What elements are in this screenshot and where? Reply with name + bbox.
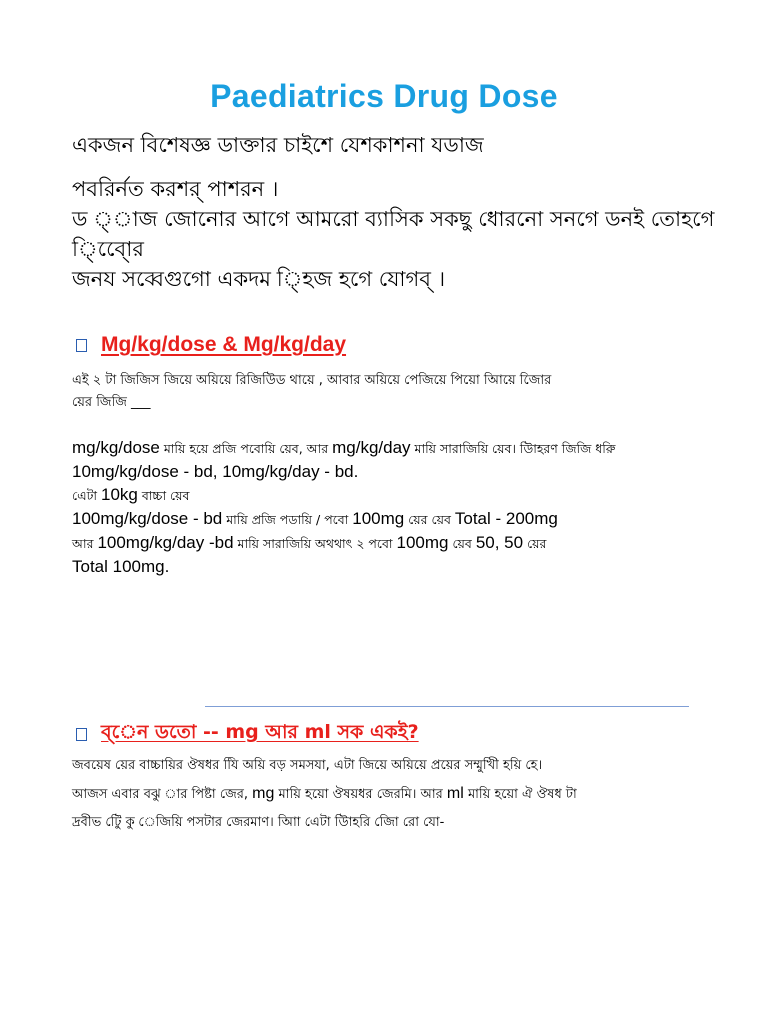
dose-term: 100mg/kg/day -bd — [97, 533, 234, 552]
section-2-paragraph — [72, 752, 742, 837]
intro-line-2: পবরির্নত করশর্ পাশরন । — [72, 177, 279, 201]
page-title: Paediatrics Drug Dose — [210, 78, 558, 114]
section-1-heading-text: Mg/kg/dose & Mg/kg/day — [101, 333, 347, 356]
section-1-heading — [76, 333, 346, 357]
dose-line-5 — [72, 531, 752, 555]
dose-line-1 — [72, 436, 752, 460]
dose-text: আর — [72, 536, 98, 551]
dose-term: 100mg — [352, 509, 405, 528]
intro-line-3: ড ্াজ জোনোর আগে আমরো ব্যাসিক সকছু ধোরনো সনগে ডনই তোহগে — [72, 207, 715, 231]
square-bullet-icon — [76, 728, 87, 741]
dose-term: 100mg/kg/dose - bd — [72, 509, 223, 528]
dose-text: য়ের — [523, 536, 547, 551]
dose-text: মায়ি সারাজিয়ি য়েব। উিাহরণ জিজি ধরিু — [410, 441, 616, 456]
square-bullet-icon — [76, 339, 87, 352]
dose-text: য়ের য়েব — [404, 512, 455, 527]
section-1-intro-line-1: এই ২ টা জিজিস জিয়ে অয়িয়ে রিজিউিড থায়ে , আবার অয়িয়ে পেজিয়ে পিয়ো আিয়ে জোির — [72, 373, 552, 388]
dose-term: 50, 50 — [475, 533, 524, 552]
intro-line-5: জনয সব্বেগুগো একদম ি্হজ হগে যোগব্ । — [72, 267, 446, 291]
dose-term: 10mg/kg/dose - bd, 10mg/kg/day - bd. — [72, 462, 359, 481]
intro-line-4: ি্বে্োর — [72, 237, 144, 261]
section-2-line-1: জবয়েষ য়ের বাচ্চায়ির ঔষধর যিি অয়ি বড় সমসযা, এটা জিয়ে অয়িয়ে প্রয়ের সম্মুখীি হয়ি হে। — [72, 758, 543, 773]
section-1-intro — [72, 370, 742, 414]
dose-text: বাচ্চা য়েব — [137, 488, 190, 503]
dose-line-4 — [72, 507, 752, 531]
section-2-line-2 — [72, 780, 742, 809]
section-1-intro-line-2: য়ের জিজি ___ — [72, 395, 151, 410]
dose-line-3 — [72, 483, 752, 507]
dose-term: Total 100mg. — [72, 557, 170, 576]
section-1-dose-examples — [72, 436, 752, 578]
intro-paragraph — [72, 130, 742, 294]
intro-line-1: একজন বিশেষজ্ঞ ডাক্তার চাইশে যেশকাশনা যডাজ — [72, 133, 484, 157]
section-2-heading — [76, 718, 419, 750]
section-2-text: মায়ি হয়ো ঐ ঔষধ টা — [463, 787, 577, 802]
section-2-term: ml — [446, 785, 464, 802]
dose-term: 100mg — [396, 533, 449, 552]
dose-term: Total - 200mg — [454, 509, 558, 528]
section-2-heading-text: ব্েন ডতো -- mg আর ml সক একই? — [101, 721, 419, 743]
dose-text: মায়ি প্রজি পডায়ি / পবো — [222, 512, 353, 527]
section-2-term: mg — [252, 785, 275, 802]
dose-text: মায়ি সারাজিয়ি অথথাৎ ২ পবো — [233, 536, 397, 551]
section-2-text: আজস এবার বঝু ার পিষ্টা জের, — [72, 787, 253, 802]
section-2-text: মায়ি হয়ো ঔষয়ধর জেরমি। আর — [274, 787, 447, 802]
dose-line-6 — [72, 555, 752, 578]
dose-text: য়েব — [448, 536, 476, 551]
dose-term: mg/kg/day — [332, 438, 411, 457]
dose-term: 10kg — [101, 485, 138, 504]
dose-line-2 — [72, 460, 752, 483]
dose-term: mg/kg/dose — [72, 438, 160, 457]
section-2-line-3: দ্রবীভ টিুে কু েজিয়ি পসটার জেরমাণ। আিা এেটা উিাহরি জিো রো যো- — [72, 815, 445, 830]
dose-text: এেটা — [72, 488, 101, 503]
section-divider — [205, 706, 689, 707]
dose-text: মায়ি হয়ে প্রজি পবোয়ি য়েব, আর — [159, 441, 333, 456]
